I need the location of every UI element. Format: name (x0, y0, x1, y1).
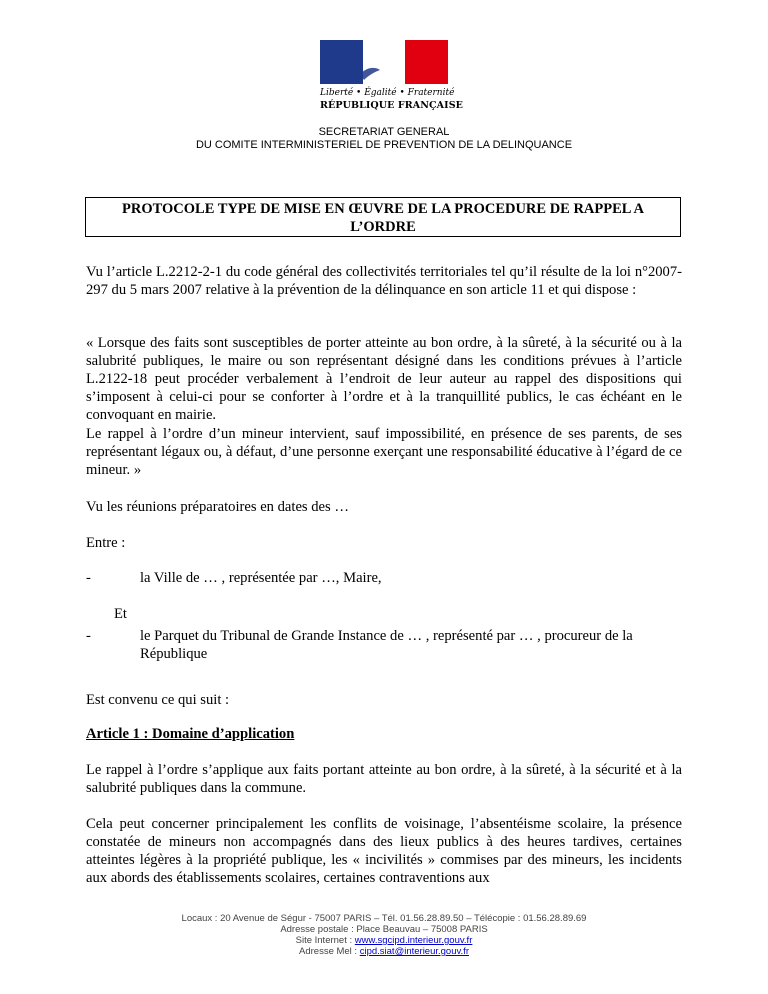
footer-site (0, 935, 768, 946)
list-item: la Ville de … , représentée par …, Maire, (140, 570, 382, 586)
footer-site-label: Site Internet : (295, 935, 355, 946)
paragraph-3: Le rappel à l’ordre d’un mineur intervient, sauf impossibilité, en présence de ses parents, de ses représentant légaux ou, à défaut, d’une personne exerçant une responsabilité éducative à l’égard de ce mineur. » (86, 426, 682, 478)
website-link[interactable]: www.sgcipd.interieur.gouv.fr (354, 935, 473, 946)
paragraph-2: « Lorsque des faits sont susceptibles de porter atteinte au bon ordre, à la sûreté, à la sécurité ou à la salubrité publiques, le maire ou son représentant désigné dans les conditions prévues à l’article L.2122-18 peut procéder verbalement à l’endroit de leur auteur au rappel des dispositions qui s’imposent à celui-ci pour se conforter à l’ordre et à la tranquillité publics, le cas échéant en le convoquant en mairie. (86, 335, 682, 423)
paragraph-1: Vu l’article L.2212-2-1 du code général des collectivités territoriales tel qu’il résulte de la loi n°2007-297 du 5 mars 2007 relative à la prévention de la délinquance en son article 11 et qui dispose : (86, 264, 682, 298)
footer-mail-label: Adresse Mel : (299, 946, 360, 957)
paragraph-6: Est convenu ce qui suit : (86, 692, 230, 708)
article-1-heading: Article 1 : Domaine d’application (86, 726, 295, 742)
paragraph-4: Vu les réunions préparatoires en dates des … (86, 499, 349, 515)
et-text: Et (114, 606, 127, 622)
sg-line-2: DU COMITE INTERMINISTERIEL DE PREVENTION DE LA DELINQUANCE (195, 139, 573, 151)
republique-text: RÉPUBLIQUE FRANÇAISE (320, 100, 463, 111)
list-dash: - (86, 628, 91, 644)
footer-mail (0, 946, 768, 957)
title-line-1: PROTOCOLE TYPE DE MISE EN ŒUVRE DE LA PROCEDURE DE RAPPEL A (122, 201, 644, 217)
footer-postal: Adresse postale : Place Beauvau – 75008 PARIS (280, 924, 488, 935)
list-item: le Parquet du Tribunal de Grande Instance de … , représenté par … , procureur de la République (140, 628, 633, 662)
paragraph-8: Cela peut concerner principalement les conflits de voisinage, l’absentéisme scolaire, la présence constatée de mineurs non accompagnés dans des lieux publics à des heures tardives, certaines atteintes légères à la propriété publique, les « incivilités » commises par des mineurs, les incidents aux abords des établissements scolaires, certaines contraventions aux (86, 816, 682, 886)
tricolor-flag-icon (320, 40, 448, 84)
motto-text: Liberté • Égalité • Fraternité (320, 88, 455, 98)
marianne-profile-icon (348, 40, 414, 84)
document-title (85, 197, 681, 237)
sg-line-1: SECRETARIAT GENERAL (318, 126, 450, 138)
footer-address: Locaux : 20 Avenue de Ségur - 75007 PARIS – Tél. 01.56.28.89.50 – Télécopie : 01.56.28.89.69 (181, 913, 587, 924)
paragraph-5: Entre : (86, 535, 126, 551)
paragraph-7: Le rappel à l’ordre s’applique aux faits portant atteinte au bon ordre, à la sûreté, à la sécurité et à la salubrité publiques dans la commune. (86, 762, 682, 796)
email-link[interactable]: cipd.siat@interieur.gouv.fr (359, 946, 469, 957)
list-dash: - (86, 570, 91, 586)
marianne-logo (320, 40, 463, 112)
title-line-2: L’ORDRE (350, 219, 416, 235)
